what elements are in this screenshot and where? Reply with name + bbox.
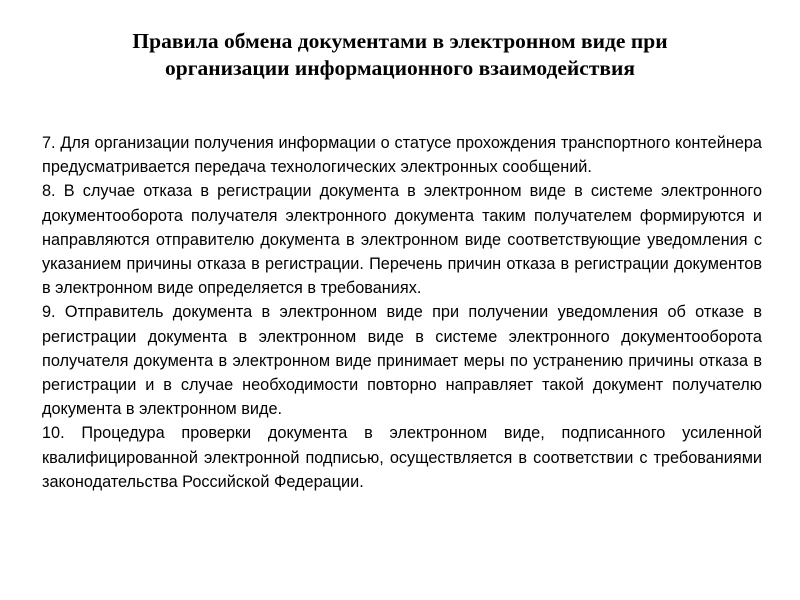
paragraph-item-9: 9. Отправитель документа в электронном виде при получении уведомления об отказе в регистрации документа в электронном виде в системе электронного документооборота получателя документа в электронном виде принимает меры по устранению причины отказа в регистрации и в случае необходимости повторно направляет такой документ получателю документа в электронном виде. (42, 303, 762, 419)
paragraph-item-7: 7. Для организации получения информации о статусе прохождения транспортного контейнера предусматривается передача технологических электронных сообщений. (42, 134, 762, 177)
slide-title (70, 28, 730, 82)
slide-body (42, 131, 762, 494)
slide-title-line-2: организации информационного взаимодействия (164, 56, 636, 80)
paragraph-item-10: 10. Процедура проверки документа в электронном виде, подписанного усиленной квалифицированной электронной подписью, осуществляется в соответствии с требованиями законодательства Российской Федерации. (42, 424, 762, 491)
paragraph-item-8: 8. В случае отказа в регистрации документа в электронном виде в системе электронного документооборота получателя электронного документа таким получателем формируются и направляются отправителю документа в электронном виде соответствующие уведомления с указанием причины отказа в регистрации. Перечень причин отказа в регистрации документов в электронном виде определяется в требованиях. (42, 182, 762, 298)
slide-title-line-1: Правила обмена документами в электронном виде при (132, 29, 668, 53)
